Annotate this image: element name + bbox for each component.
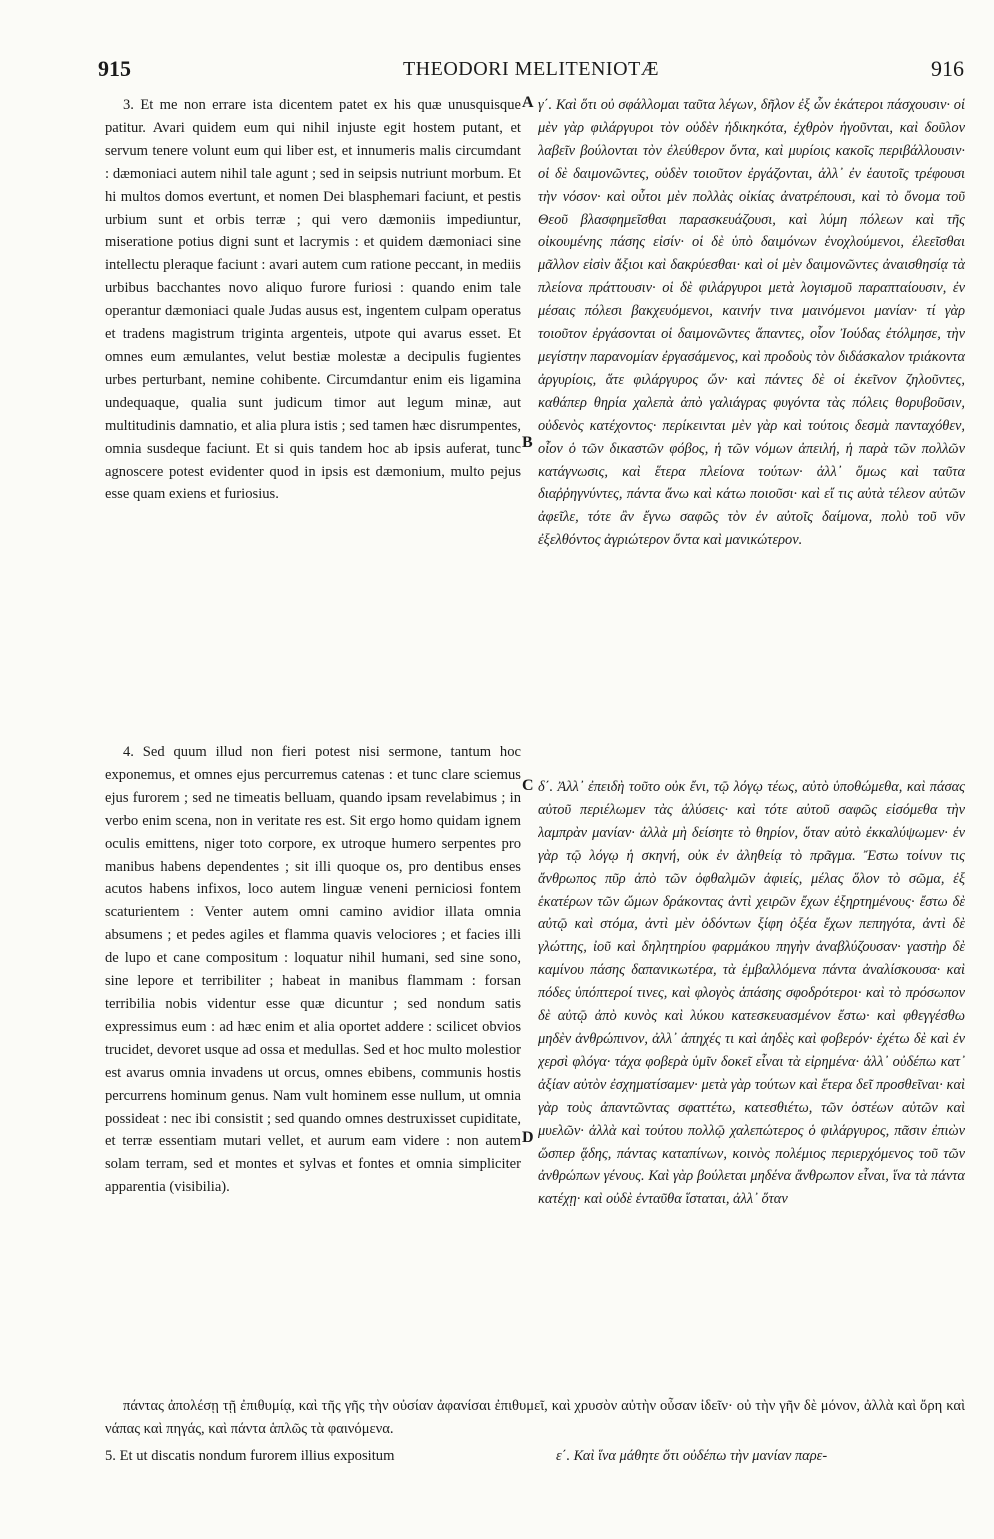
latin-column-section-4 xyxy=(105,741,521,1199)
greek-column-section-4 xyxy=(538,776,965,1211)
page-number-right: 916 xyxy=(931,56,964,81)
margin-marker-c: C xyxy=(522,777,534,794)
latin-paragraph-4: 4. Sed quum illud non fieri potest nisi sermone, tantum hoc exponemus, et omnes ejus percurremus catenas : et tunc clare sciemus ejus furorem ; sed ne timeatis belluam, quando ipsam revelabimus ; in verbo enim scena, non in veritate res est. Sit ergo homo quidam ignem oculis emittens, niger toto corpore, ex utroque humero serpentes pro manibus habens dependentes ; sit illi quoque os, pro dentibus enses acutos habens infixos, loco autem linguæ veneni perniciosi fontem scaturientem : Venter autem omni camino avidior illata omnia absumens ; et pedes agiles et flamma quavis velociores ; et facies illi de lupo et cane compositum : loquatur nihil humani, sed sine sono, sine lepore et terribiliter ; habeat in manibus flammam : forsan terribilia nobis videntur esse quæ dicuntur ; sed nondum satis expressimus eum : ad hæc enim et alia oportet addere : scilicet obvios trucidet, devoret usque ad ossa et medullas. Sed et hoc multo molestior est avarus omnia invadens ut orcus, omnes ebibens, communis hostis percurrens hominum genus. Nam vult hominem esse nullum, ut omnia possideat : nec ibi consistit ; sed quando omnes destruxisset cupiditate, et terræ essentiam mutari vellet, et aurum eam videre : non autem solam terram, sed et montes et sylvas et fontes et omnia simpliciter apparentia (visibilia). xyxy=(105,744,521,1196)
latin-paragraph-3: 3. Et me non errare ista dicentem patet ex his quæ unusquisque patitur. Avari quidem eum qui nihil injuste egit hostem putant, et servum tenere volunt eum qui liber est, et innumeris malis circumdant : dæmoniaci autem nihil tale agunt ; sed in seipsis nutriunt morbum. Et hi multos domos evertunt, et nomen Dei blasphemari faciunt, et pestis urbium sunt et orbis terræ ; qui vero dæmoniis impediuntur, miseratione potius digni sunt et lacrymis : et quidem dæmoniaci sine intellectu pleraque faciunt : avari autem cum ratione peccant, in mediis urbibus bacchantes novo aliquo furore furiosi : quando enim tale operantur dæmoniaci quale Judas ausus est, ingentem culpam operatus et tradens magistrum triginta argenteis, utpote qui avarus esset. Et omnes eum æmulantes, velut bestiæ molestæ a decipulis fugientes urbes perturbant, nemine cohibente. Circumdantur enim eis ligamina undequaque, qualia sunt judicum timor aut legum minæ, aut multitudinis damnatio, et alia plura istis ; sed tamen hæc disrumpentes, omnia susdeque faciunt. Et si quis tandem hoc ab ipsis auferat, tunc agnoscere potest evidenter quod in ipsis est dæmonium, multo pejus esse quam exiens et furiosius. xyxy=(105,97,521,503)
page-number-left: 915 xyxy=(98,56,131,81)
greek-column-section-5 xyxy=(538,1445,965,1468)
margin-marker-d: D xyxy=(522,1129,534,1146)
margin-marker-b: B xyxy=(522,434,533,451)
margin-marker-a: A xyxy=(522,94,534,111)
running-title: THEODORI MELITENIOTÆ xyxy=(402,58,660,80)
greek-continuation-text: πάντας ἀπολέσῃ τῇ ἐπιθυμίᾳ, καὶ τῆς γῆς τὴν οὐσίαν ἀφανίσαι ἐπιθυμεῖ, καὶ χρυσὸν αὐτὴν οὖσαν ἰδεῖν· οὐ τὴν γῆν δὲ μόνον, ἀλλὰ καὶ ὄρη καὶ νάπας καὶ πηγάς, καὶ πάντα ἁπλῶς τὰ φαινόμενα. xyxy=(105,1398,965,1437)
greek-paragraph-4: δ΄. Ἀλλ᾽ ἐπειδὴ τοῦτο οὐκ ἔνι, τῷ λόγῳ τέως, αὐτὸ ὑποθώμεθα, καὶ πάσας αὐτοῦ περιέλωμεν τὰς ἁλύσεις· καὶ τότε αὐτοῦ σαφῶς εἰσόμεθα τὴν λαμπρὰν μανίαν· ἀλλὰ μὴ δείσητε τὸ θηρίον, ὅταν αὐτὸ ἐκκαλύψωμεν· ἐν γὰρ τῷ λόγῳ ἡ σκηνή, οὐκ ἐν ἀληθείᾳ τὸ πρᾶγμα. Ἔστω τοίνυν τις ἄνθρωπος πῦρ ἀπὸ τῶν ὀφθαλμῶν ἀφιείς, μέλας ὅλον τὸ σῶμα, ἐξ ἑκατέρων τῶν ὤμων δράκοντας ἀντὶ χειρῶν ἔχων ἐξηρτημένους· ἔστω δὲ αὐτῷ καὶ στόμα, ἀντὶ μὲν ὀδόντων ξίφη ὀξέα ἔχων πεπηγότα, ἀντὶ δὲ γλώττης, ἰοῦ καὶ δηλητηρίου φαρμάκου πηγὴν ἀναβλύζουσαν· γαστὴρ δὲ καμίνου πάσης δαπανικωτέρα, τὰ ἐμβαλλόμενα πάντα ἀναλίσκουσα· καὶ πόδες ὑπόπτεροί τινες, καὶ φλογὸς ἁπάσης σφοδρότεροι· καὶ τὸ πρόσωπον δὲ αὐτῷ ἀπὸ κυνὸς καὶ λύκου κατεσκευασμένον ἔστω· καὶ φθεγγέσθω μηδὲν ἀνθρώπινον, ἀλλ᾽ ἀπηχές τι καὶ ἀηδὲς καὶ φοβερόν· ἐχέτω δὲ καὶ ἐν χερσὶ φλόγα· τάχα φοβερὰ ὑμῖν δοκεῖ εἶναι τὰ εἰρημένα· ἀλλ᾽ οὐδέπω κατ᾽ ἀξίαν αὐτὸν ἐσχηματίσαμεν· μετὰ γὰρ τούτων καὶ ἕτερα δεῖ προσθεῖναι· καὶ γὰρ τοὺς ἀπαντῶντας σφαττέτω, κατεσθιέτω, τῶν ὀστέων αὐτῶν καὶ μυελῶν· ἀλλὰ καὶ τούτου πολλῷ χαλεπώτερος ὁ φιλάργυρος, πᾶσιν ἐπιὼν ὥσπερ ᾅδης, πάντας καταπίνων, κοινὸς πολέμιος περιερχόμενος τοῦ τῶν ἀνθρώπων γένους. Καὶ γὰρ βούλεται μηδένα ἄνθρωπον εἶναι, ἵνα τὰ πάντα κατέχῃ· καὶ οὐδὲ ἐνταῦθα ἵσταται, ἀλλ᾽ ὅταν xyxy=(538,779,965,1208)
greek-continuation xyxy=(105,1395,965,1441)
running-header xyxy=(98,56,964,86)
latin-paragraph-5: 5. Et ut discatis nondum furorem illius expositum xyxy=(105,1448,395,1464)
latin-column-section-5 xyxy=(105,1445,521,1468)
greek-paragraph-3: γ΄. Καὶ ὅτι οὐ σφάλλομαι ταῦτα λέγων, δῆλον ἐξ ὧν ἑκάτεροι πάσχουσιν· οἱ μὲν γὰρ φιλάργυροι τὸν οὐδὲν ἠδικηκότα, ἐχθρὸν ἡγοῦνται, καὶ δοῦλον λαβεῖν βούλονται τὸν ἐλεύθερον ὄντα, καὶ μυρίοις κακοῖς περιβάλλουσιν· οἱ δὲ δαιμονῶντες, οὐδὲν τοιοῦτον ἐργάζονται, ἀλλ᾽ ἐν ἑαυτοῖς τρέφουσι τὴν νόσον· καὶ οὗτοι μὲν πολλὰς οἰκίας ἀνατρέπουσι, καὶ τὸ ὄνομα τοῦ Θεοῦ βλασφημεῖσθαι παρασκευάζουσι, καὶ λύμη πόλεων καὶ τῆς οἰκουμένης πάσης εἰσίν· οἱ δὲ ὑπὸ δαιμόνων ἐνοχλούμενοι, ἐλεεῖσθαι μᾶλλον εἰσὶν ἄξιοι καὶ δακρύεσθαι· καὶ οἱ μὲν δαιμονῶντες ἀναισθησίᾳ τὰ πλείονα πράττουσιν· οἱ δὲ φιλάργυροι μετὰ λογισμοῦ παραπταίουσιν, ἐν μέσαις πόλεσι βακχευόμενοι, καινήν τινα μαινόμενοι μανίαν· τί γὰρ τοιοῦτον ἐργάσονται οἱ δαιμονῶντες ἅπαντες, οἷον Ἰούδας ἐτόλμησε, τὴν μεγίστην παρανομίαν ἐργασάμενος, καὶ προδοὺς τὸν διδάσκαλον τριάκοντα ἀργυρίοις, ἅτε φιλάργυρος ὤν· καὶ πάντες δὲ οἱ ἐκεῖνον ζηλοῦντες, καθάπερ θηρία χαλεπὰ ἀπὸ γαλιάγρας φυγόντα τὰς πόλεις θορυβοῦσιν, οὐδενὸς κατέχοντος· περίκεινται μὲν γὰρ καὶ τούτοις δεσμὰ πανταχόθεν, οἷον ὁ τῶν δικαστῶν φόβος, ἡ τῶν νόμων ἀπειλή, ἡ παρὰ τῶν πολλῶν κατάγνωσις, καὶ ἕτερα πλείονα τούτων· ἀλλ᾽ ὅμως καὶ ταῦτα διαῤῥηγνύντες, πάντα ἄνω καὶ κάτω ποιοῦσι· καὶ εἴ τις αὐτὰ τέλεον αὐτῶν ἀφεῖλε, τότε ἂν ἔγνω σαφῶς τὸν ἐν αὐτοῖς δαίμονα, πολὺ τοῦ νῦν ἐξελθόντος ἀγριώτερον ὄντα καὶ μανικώτερον. xyxy=(538,97,965,549)
latin-column-section-3 xyxy=(105,94,521,506)
greek-paragraph-5: ε΄. Καὶ ἵνα μάθητε ὅτι οὐδέπω τὴν μανίαν παρε- xyxy=(556,1448,828,1464)
greek-column-section-3 xyxy=(538,94,965,552)
